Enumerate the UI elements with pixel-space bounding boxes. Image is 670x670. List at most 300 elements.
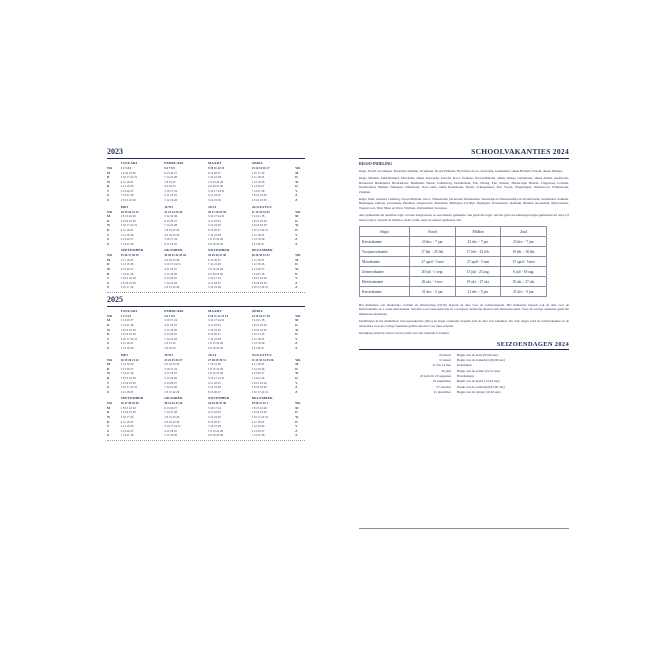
- day-letter: D: [107, 410, 110, 415]
- vacation-table: [359, 226, 547, 297]
- wk-label: WK: [295, 253, 301, 258]
- day-letter: W: [107, 267, 111, 271]
- vacation-date-cell: 10 feb. - 18 feb.: [501, 247, 547, 257]
- wk-label: WK: [107, 209, 113, 214]
- day-row: 5 12 19 26: [164, 198, 178, 203]
- day-letter: D: [295, 332, 298, 337]
- season-list: [359, 353, 569, 396]
- day-letter: Z: [107, 428, 110, 433]
- vacation-date-cell: 20 juli - 1 sept.: [410, 267, 456, 277]
- day-letter: D: [107, 323, 110, 328]
- day-letter: M: [107, 318, 111, 323]
- region-paragraph: Regio Midden: Zuid-Holland, Flevoland, alleen Zeewolde; Utrecht, m.u.v. Eemnes; Noord-Holland, alleen Weesp; Gelderland, alleen Aalten, Apeldoorn, Barneveld, Berkelland, Bronckhorst, Brummen, Buren, Culemborg, Doetinchem, Ede, Elburg, Epe, Ermelo, Harderwijk, Heerde, Lingewaal, Lochem, Montferland, Nijkerk, Nunspeet, Oldebroek, Oost Gelre, Oude IJsselstreek, Putten, Scherpenzeel, Tiel, Voorst, Wageningen, Westervoort, Winterswijk, Zutphen.: [359, 176, 569, 194]
- day-row: 2 9 16 23 30: [207, 371, 223, 376]
- vacation-date-cell: 23 dec. - 7 jan.: [501, 237, 547, 247]
- day-row: 4 11 18 25: [251, 362, 265, 367]
- day-letter: Z: [107, 341, 110, 346]
- day-row: 3 10 17 24 31: [164, 262, 181, 267]
- day-letter: D: [295, 410, 298, 415]
- vacation-date-cell: 19 okt. - 27 okt.: [455, 277, 501, 287]
- week-numbers: 23 24 25 26 27: [164, 357, 183, 362]
- day-row: 6 13 20 27: [251, 267, 265, 271]
- day-row: 1 8 15 22: [164, 179, 176, 184]
- day-letter: V: [295, 424, 298, 429]
- day-row: 4 11 18 25: [251, 419, 265, 424]
- day-row: 7 14 21 28: [120, 323, 134, 328]
- day-row: 6 13 20 27: [164, 276, 178, 281]
- day-row: 6 13 20 27: [207, 389, 221, 394]
- vacation-date-cell: 21 dec. - 5 jan.: [455, 287, 501, 297]
- month-name: OKTOBER: [164, 396, 183, 401]
- season-description: Begin van de zomertijd (02.00 uur): [457, 357, 505, 362]
- wk-label: WK: [295, 166, 301, 170]
- region-paragraph: Alle gemeenten uit dezelfde regio worden aangewezen op een nieuwe gemeente, dan geldt die regio. Als het gaat om aaneengevoegde gemeenten uit twee (of meer) regio's, bepaalt de minister onder welke regio de nieuwe gemeente valt.: [359, 213, 569, 222]
- day-row: 6 13 20 27: [207, 419, 221, 424]
- week-numbers: 31 32 33 34 35 36: [251, 357, 274, 362]
- day-row: 7 14 21 28: [164, 385, 178, 390]
- day-row: 7 14 21 28: [251, 375, 265, 380]
- wk-label: WK: [295, 209, 301, 214]
- day-row: 5 12 19 26: [164, 375, 178, 380]
- day-row: 1 8 15 22 29: [207, 366, 223, 371]
- day-letter: Z: [107, 198, 110, 203]
- vacation-name-cell: Voorjaarsvakantie: [360, 247, 410, 257]
- day-row: 5 12 19 26: [120, 424, 134, 429]
- day-row: 2 9 16 23 30: [120, 170, 136, 175]
- table-header-cell: Noord: [410, 227, 456, 237]
- day-row: 4 11 18 25: [207, 380, 221, 385]
- day-letter-column: [107, 248, 121, 290]
- day-row: 7 14 21 28: [164, 280, 178, 285]
- day-row: 2 9 16 23 30: [120, 280, 136, 285]
- day-row: 6 13 20 27: [120, 366, 134, 371]
- day-row: 3 10 17 24: [207, 276, 221, 281]
- day-letter: Z: [107, 193, 110, 198]
- day-letter: M: [295, 257, 299, 262]
- month-name: NOVEMBER: [207, 248, 230, 253]
- left-calendar-page: [107, 147, 305, 529]
- vacation-date-cell: 19 okt. - 27 okt.: [501, 277, 547, 287]
- day-row: 3 10 17 24 31: [207, 214, 225, 219]
- day-row: 4 11 18 25: [251, 232, 265, 237]
- day-letter: M: [107, 214, 111, 219]
- day-letter: M: [107, 170, 111, 175]
- day-letter: D: [107, 262, 110, 267]
- day-letter: Z: [107, 285, 110, 290]
- day-letter: V: [107, 232, 110, 237]
- day-row: 3 10 17 24: [251, 170, 265, 175]
- day-letter: Z: [295, 389, 298, 394]
- day-row: 1 8 15 22 29: [164, 227, 180, 232]
- month-block: [252, 309, 296, 351]
- month-block: [208, 396, 252, 438]
- day-letter: M: [295, 214, 299, 219]
- vacation-name-cell: Kerstvakantie: [360, 287, 410, 297]
- calendar-quarter-row: [107, 309, 305, 351]
- day-letter: Z: [295, 341, 298, 346]
- day-row: 3 10 17 24 31: [120, 385, 138, 390]
- vacation-date-cell: 13 juli - 25 aug.: [455, 267, 501, 277]
- month-name: DECEMBER: [251, 248, 273, 253]
- day-row: 4 11 18 25: [207, 410, 221, 415]
- day-row: 6 13 20 27: [251, 184, 265, 189]
- region-subtitle: REGIO-INDELING: [359, 162, 393, 166]
- day-row: 2 9 16 23 30: [164, 362, 180, 367]
- day-letter: D: [107, 227, 110, 232]
- day-row: 7 14 21 28: [207, 362, 221, 367]
- day-row: 2 9 16 23 30: [164, 419, 180, 424]
- day-letter: V: [107, 336, 110, 341]
- day-letter-column: [107, 205, 121, 247]
- day-row: 3 10 17 24: [164, 318, 178, 323]
- day-letter-column-right: [295, 205, 305, 247]
- day-row: 6 13 20 27: [251, 241, 265, 246]
- day-letter: D: [107, 375, 110, 380]
- day-letter: D: [295, 271, 298, 276]
- week-numbers: 40 41 42 43 44: [164, 401, 183, 406]
- day-row: 2 9 16 23 30: [207, 346, 223, 351]
- vacation-date-cell: 27 april - 5 mei: [410, 257, 456, 267]
- month-name: JANUARI: [120, 308, 138, 313]
- day-letter: D: [295, 218, 298, 223]
- day-row: 2 9 16 23 30: [120, 332, 136, 337]
- day-row: 2 9 16 23 30: [251, 410, 267, 415]
- day-row: 6 13 20 27: [207, 332, 221, 337]
- day-letter: D: [295, 366, 298, 371]
- week-numbers: 48 49 50 51 52: [251, 253, 270, 258]
- month-name: JUNI: [164, 352, 173, 357]
- region-paragraph: Regio Zuid: Zeeland, Limburg, Noord-Brabant, m.u.v. Werkendam (de kernen Werkendam, Sleeuwijk en Nieuwendijk) en Woudrichem; Gelderland: Arnhem, Beuningen, Duiven, Groesbeek, Heumen, Lingewaard, Maasdriel, Millingen a/d Rijn, Nijmegen, Overbetuwe, Renkum, Rheden, Rozendaal, Rijnwaarden, Westervoort, West Maas en Waal, Wijchen, Zaltbommel, Zevenaar.: [359, 197, 569, 210]
- day-row: 4 11 18 25: [120, 257, 134, 262]
- day-row: 7 14 21 28: [120, 241, 134, 246]
- day-letter-column: [107, 396, 121, 438]
- day-row: 2 9 16 23 30: [251, 327, 267, 332]
- day-letter-column-right: [295, 396, 305, 438]
- season-description: Begin van de zomer (22.51 uur): [457, 368, 501, 373]
- month-block: [252, 205, 296, 247]
- day-row: 5 12 19 26: [251, 262, 265, 267]
- day-row: 1 8 15 22 29: [164, 285, 180, 290]
- vacation-name-cell: Zomervakantie: [360, 267, 410, 277]
- ministry-paragraph: Raadpleeg altijd de school van uw kind over een vakantie te boeken.: [359, 331, 450, 336]
- day-letter: Z: [295, 346, 298, 351]
- table-header-row: [360, 227, 547, 237]
- season-date: 22 september: [432, 379, 451, 384]
- season-date: 21 december: [433, 390, 451, 395]
- week-numbers: 1 2 3 4 5: [120, 313, 132, 318]
- vacation-date-cell: 17 feb. - 25 feb.: [410, 247, 456, 257]
- day-row: 6 13 20 27: [207, 257, 221, 262]
- day-letter: M: [295, 170, 299, 175]
- day-row: 6 13 20 27: [164, 405, 178, 410]
- calendar-quarter-row: [107, 353, 305, 395]
- month-block: [121, 309, 165, 351]
- day-letter: Z: [107, 433, 110, 438]
- month-name: MEI: [120, 204, 128, 209]
- day-row: 6 13 20 27: [120, 267, 134, 271]
- day-row: 5 12 19 26: [251, 179, 265, 184]
- day-letter: D: [107, 332, 110, 337]
- day-letter: V: [107, 424, 110, 429]
- month-name: JUNI: [164, 204, 173, 209]
- week-numbers: 31 32 33 34 35: [251, 209, 270, 214]
- region-paragraph: Regio Noord: Groningen, Friesland, Drenthe, Overijssel, Noord-Holland, Flevoland, m.u.v. Zeewolde, Gelderland, alleen Hattem; Utrecht, alleen Eemnes.: [359, 169, 563, 173]
- table-row: [360, 247, 547, 257]
- month-block: [252, 248, 296, 290]
- day-letter: M: [295, 405, 299, 410]
- day-row: 3 10 17 24: [164, 366, 178, 371]
- day-letter: W: [295, 267, 299, 271]
- day-letter: D: [295, 184, 298, 189]
- calendar-quarter-row: [107, 396, 305, 438]
- calendar-quarter-row: [107, 248, 305, 290]
- day-row: 2 9 16 23 30: [251, 280, 267, 285]
- day-row: 5 12 19 26: [120, 232, 134, 237]
- day-letter: Z: [107, 346, 110, 351]
- day-row: 4 11 18 25: [251, 336, 265, 341]
- day-letter: D: [295, 323, 298, 328]
- day-row: 2 9 16 23: [164, 184, 176, 189]
- day-letter: D: [107, 218, 110, 223]
- day-letter: M: [107, 405, 111, 410]
- day-row: 6 13 20 27: [120, 237, 134, 242]
- month-name: AUGUSTUS: [251, 204, 272, 209]
- season-date: 20 maart: [439, 352, 451, 357]
- week-numbers: 18 19 20 21 22: [120, 209, 139, 214]
- month-block: [164, 309, 208, 351]
- day-letter: V: [295, 336, 298, 341]
- season-date: 31 maart: [439, 357, 451, 362]
- day-letter: Z: [295, 428, 298, 433]
- day-row: 4 11 18 25: [251, 175, 265, 180]
- day-row: 6 13 20 27: [120, 188, 134, 193]
- day-row: 3 10 17 24 31: [207, 188, 225, 193]
- day-letter: V: [295, 232, 298, 237]
- day-row: 5 12 19 26: [120, 362, 134, 367]
- month-name: MEI: [120, 352, 128, 357]
- ministry-paragraphs: [359, 303, 569, 335]
- page-title: SCHOOLVAKANTIES 2024: [359, 147, 569, 159]
- week-numbers: 22 23 24 25 26: [164, 209, 183, 214]
- day-row: 7 14 21 28: [164, 223, 178, 228]
- day-letter-column: [107, 353, 121, 395]
- day-row: 1 8 15 22 29: [251, 276, 267, 281]
- day-letter: V: [107, 188, 110, 193]
- day-row: 1 8 15 22 29: [164, 389, 180, 394]
- day-letter: M: [107, 362, 111, 367]
- day-row: 1 8 15 22: [164, 341, 176, 346]
- day-row: 1 8 15 22 29: [251, 323, 267, 328]
- day-letter: W: [107, 414, 111, 419]
- season-description: Begin van de lente (03.06 uur): [457, 352, 499, 357]
- table-row: [360, 287, 547, 297]
- calendar-year-block: [107, 161, 305, 293]
- day-letter: D: [295, 375, 298, 380]
- day-letter: W: [107, 179, 111, 184]
- wk-label: WK: [107, 253, 113, 258]
- day-row: 4 11 18 25: [164, 371, 177, 376]
- day-row: 5 12 19 26: [251, 341, 265, 346]
- month-name: DECEMBER: [251, 396, 273, 401]
- month-block: [208, 248, 252, 290]
- day-row: 2 9 16 23 30: [251, 385, 267, 390]
- day-row: 7 14 21 28: [120, 271, 134, 276]
- vacation-date-cell: 23 dec. - 7 jan.: [455, 237, 501, 247]
- day-row: 7 14 21 28: [120, 193, 134, 198]
- day-row: 7 14 21 28: [251, 188, 265, 193]
- month-block: [164, 205, 208, 247]
- month-block: [164, 248, 208, 290]
- month-name: JULI: [207, 204, 217, 209]
- week-numbers: 9 10 11 12 13: [207, 166, 225, 170]
- day-row: 3 10 17 24 31: [207, 375, 225, 380]
- table-header-cell: Regio: [360, 227, 410, 237]
- day-letter: D: [107, 419, 110, 424]
- day-letter: W: [295, 327, 299, 332]
- month-block: [208, 205, 252, 247]
- day-row: 7 14 21 28: [164, 175, 178, 180]
- day-letter: D: [107, 271, 110, 276]
- week-numbers: 18 19 20 21 22: [120, 357, 139, 362]
- day-row: 3 10 17 24 31: [251, 227, 269, 232]
- day-row: 2 9 16 23 30: [120, 218, 136, 223]
- day-letter: W: [295, 179, 299, 184]
- week-numbers: 49 50 51 52 1: [251, 401, 269, 406]
- day-row: 7 14 21 28: [207, 262, 221, 267]
- day-letter: V: [295, 276, 298, 281]
- season-date: 27 oktober: [436, 384, 451, 389]
- week-numbers: 14 15 16 17 18: [251, 313, 270, 318]
- day-row: 7 14 21 28: [207, 336, 221, 341]
- day-letter-column: [107, 161, 121, 203]
- day-row: 5 12 19 26: [120, 346, 134, 351]
- week-numbers: 5 6 7 8 9: [164, 166, 175, 170]
- month-name: OKTOBER: [164, 248, 183, 253]
- day-row: 6 13 20 27: [164, 170, 178, 175]
- day-letter: Z: [295, 433, 298, 438]
- day-row: 5 12 19 26: [251, 237, 265, 242]
- month-name: APRIL: [251, 161, 264, 165]
- year-heading: 2023: [107, 147, 305, 159]
- day-row: 6 13 20 27: [207, 170, 221, 175]
- wk-label: WK: [107, 313, 113, 318]
- day-row: 6 13 20 27: [120, 428, 134, 433]
- season-description: Begin van de winter (10.20 uur): [457, 390, 501, 395]
- day-row: 3 10 17 24: [164, 237, 178, 242]
- wk-label: WK: [295, 357, 301, 362]
- right-vacation-page: [359, 147, 569, 529]
- year-heading: 2025: [107, 295, 305, 307]
- day-letter: Z: [295, 198, 298, 203]
- day-row: 3 10 17 24 31: [164, 424, 181, 429]
- table-row: [360, 277, 547, 287]
- day-letter-column: [107, 309, 121, 351]
- day-letter: Z: [295, 237, 298, 242]
- vacation-name-cell: Meivakantie: [360, 257, 410, 267]
- month-block: [252, 396, 296, 438]
- season-date: 11 t/m 14 mei: [432, 363, 451, 368]
- page-bottom-rule: [359, 528, 569, 529]
- wk-label: WK: [107, 166, 113, 170]
- day-row: 1 8 15 22 29: [120, 198, 136, 203]
- table-row: [360, 257, 547, 267]
- month-name: JANUARI: [120, 161, 138, 165]
- wk-label: WK: [107, 401, 113, 406]
- week-numbers: 26 27 28 29 30: [207, 209, 226, 214]
- day-row: 3 10 17 24: [120, 285, 134, 290]
- month-name: NOVEMBER: [207, 396, 230, 401]
- day-row: 5 12 19 26: [164, 214, 178, 219]
- day-row: 7 14 21 28: [207, 232, 221, 237]
- vacation-name-cell: Herfstvakantie: [360, 277, 410, 287]
- week-numbers: 1 2 3 4 5: [120, 166, 132, 170]
- day-row: 4 11 18 25: [164, 428, 177, 433]
- day-letter: M: [295, 362, 299, 367]
- vacation-date-cell: 21 dec. - 5 jan.: [501, 287, 547, 297]
- day-letter-column-right: [295, 248, 305, 290]
- day-row: 1 8 15 22 29: [207, 341, 223, 346]
- day-row: 2 9 16 23 30: [164, 257, 180, 262]
- day-row: 5 12 19 26: [207, 285, 221, 290]
- table-row: [360, 237, 547, 247]
- day-letter: Z: [107, 389, 110, 394]
- day-row: 4 11 18 25: [164, 267, 177, 271]
- day-row: 2 9 16 23 30: [164, 232, 180, 237]
- wk-label: WK: [295, 313, 301, 318]
- day-letter: Z: [295, 280, 298, 285]
- week-numbers: 36 37 38 39 40: [120, 401, 139, 406]
- day-letter: W: [295, 414, 299, 419]
- day-row: 2 9 16 23 30: [251, 223, 267, 228]
- week-numbers: 5 6 7 8 9: [164, 313, 175, 318]
- week-numbers: 39 40 41 42 43 44: [164, 253, 187, 258]
- day-letter: M: [107, 257, 111, 262]
- wk-label: WK: [295, 401, 301, 406]
- month-block: [164, 396, 208, 438]
- day-letter: W: [295, 371, 299, 376]
- day-row: 7 14 21 28: [207, 424, 221, 429]
- vacation-date-cell: 27 april - 5 mei: [501, 257, 547, 267]
- day-row: 4 11 18 25: [120, 227, 134, 232]
- day-row: 2 9 16 23 30: [207, 433, 223, 438]
- month-block: [208, 309, 252, 351]
- season-description: Begin van de herfst (14.44 uur): [457, 379, 500, 384]
- day-row: 2 9 16 23 30: [207, 184, 223, 189]
- day-row: 7 14 21 28: [120, 433, 134, 438]
- day-letter: W: [107, 371, 111, 376]
- ministry-paragraph: Instellingen in het middelbaar beroepsonderwijs (mbo) en hoger onderwijs bepalen zelf de data van vakanties. De vrije dagen rond de zomervakantie en de adviesdata voor de overige vakanties gelden dus niet voor deze scholen.: [359, 319, 569, 328]
- vacation-date-cell: 17 feb. - 25 feb.: [455, 247, 501, 257]
- day-row: 1 8 15 22 29: [120, 405, 136, 410]
- day-row: 7 14 21 28: [251, 433, 265, 438]
- day-letter: M: [295, 318, 299, 323]
- month-block: [121, 353, 165, 395]
- day-row: 5 12 19 26: [207, 198, 221, 203]
- day-row: 7 14 21 28: [207, 175, 221, 180]
- calendar-year-block: [107, 309, 305, 441]
- day-row: 6 13 20 27: [164, 380, 178, 385]
- day-row: 5 12 19 26: [251, 424, 265, 429]
- day-letter: V: [295, 188, 298, 193]
- month-name: SEPTEMBER: [120, 248, 144, 253]
- day-row: 6 13 20 27: [164, 218, 178, 223]
- day-row: 3 10 17 24 31: [120, 223, 138, 228]
- day-row: 4 11 18 25: [207, 323, 221, 328]
- day-letter: W: [107, 327, 111, 332]
- month-name: FEBRUARI: [164, 308, 184, 313]
- day-row: 2 9 16 23 30: [207, 271, 223, 276]
- month-name: APRIL: [251, 308, 264, 313]
